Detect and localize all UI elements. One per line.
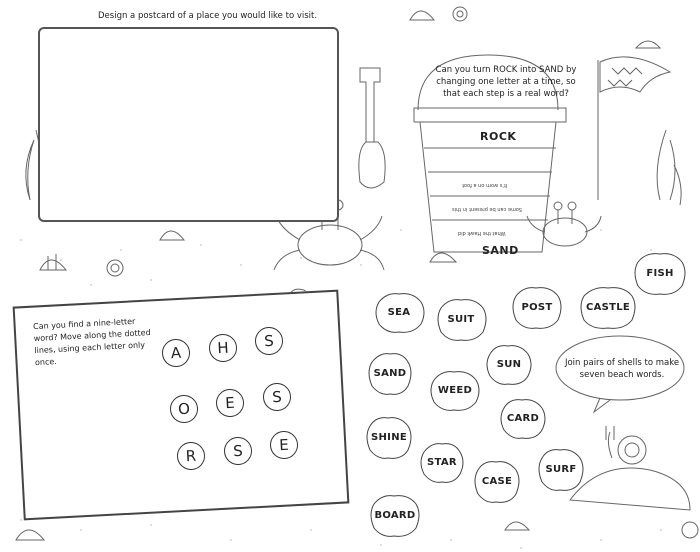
shell-label: SUN	[496, 358, 522, 370]
shell-label: WEED	[437, 384, 473, 396]
shell-label: SURF	[545, 463, 577, 475]
word-ladder-question: Can you turn ROCK into SAND by changing one letter at a time, so that each step is a real word?	[435, 65, 577, 99]
letter-circle[interactable]: E	[269, 430, 298, 459]
ladder-end-word: SAND	[482, 244, 519, 257]
shell-word[interactable]	[472, 458, 522, 504]
shell-label: SHINE	[371, 431, 407, 443]
letter-circle[interactable]: O	[169, 394, 198, 423]
shell-word[interactable]	[366, 350, 414, 396]
letter-circle[interactable]: R	[176, 441, 205, 470]
ladder-clue-2: Some can be present in this	[452, 206, 523, 212]
shell-label: POST	[521, 301, 553, 313]
shell-word[interactable]	[484, 342, 534, 386]
letter-circle[interactable]: E	[215, 388, 244, 417]
letter-circle[interactable]: S	[262, 382, 291, 411]
shell-word[interactable]	[428, 368, 482, 412]
shell-word[interactable]	[536, 446, 586, 492]
shell-word[interactable]	[498, 396, 548, 440]
ladder-clue-1: It's worn on a foot	[462, 182, 508, 188]
letter-circle[interactable]: A	[161, 338, 190, 367]
shell-word[interactable]	[578, 284, 638, 330]
letter-puzzle-question: Can you find a nine-letter word? Move along the dotted lines, using each letter only once.	[32, 316, 151, 368]
shell-word[interactable]	[435, 296, 487, 342]
letter-circle[interactable]: H	[208, 333, 237, 362]
letter-circle[interactable]: S	[254, 326, 283, 355]
shell-label: CARD	[506, 412, 540, 424]
shell-word[interactable]	[364, 414, 414, 460]
postcard-frame[interactable]	[38, 27, 339, 222]
shell-label: CASE	[481, 475, 513, 487]
shell-instruction: Join pairs of shells to make seven beach words.	[564, 358, 680, 380]
ladder-clue-3: What the Hawk did	[458, 230, 506, 236]
shell-label: STAR	[427, 456, 457, 468]
shell-label: SAND	[373, 367, 407, 379]
shell-label: SEA	[387, 306, 411, 318]
shell-word[interactable]	[368, 492, 422, 538]
shell-label: FISH	[646, 267, 674, 279]
postcard-prompt: Design a postcard of a place you would like to visit.	[98, 11, 318, 21]
shell-word[interactable]	[373, 290, 425, 334]
shell-label: CASTLE	[585, 301, 631, 313]
shell-word[interactable]	[510, 284, 564, 330]
shell-label: SUIT	[447, 313, 475, 325]
shell-label: BOARD	[374, 509, 416, 521]
shell-word[interactable]	[632, 250, 688, 296]
letter-circle[interactable]: S	[223, 436, 252, 465]
shell-word[interactable]	[418, 440, 466, 484]
ladder-start-word: ROCK	[480, 130, 517, 143]
